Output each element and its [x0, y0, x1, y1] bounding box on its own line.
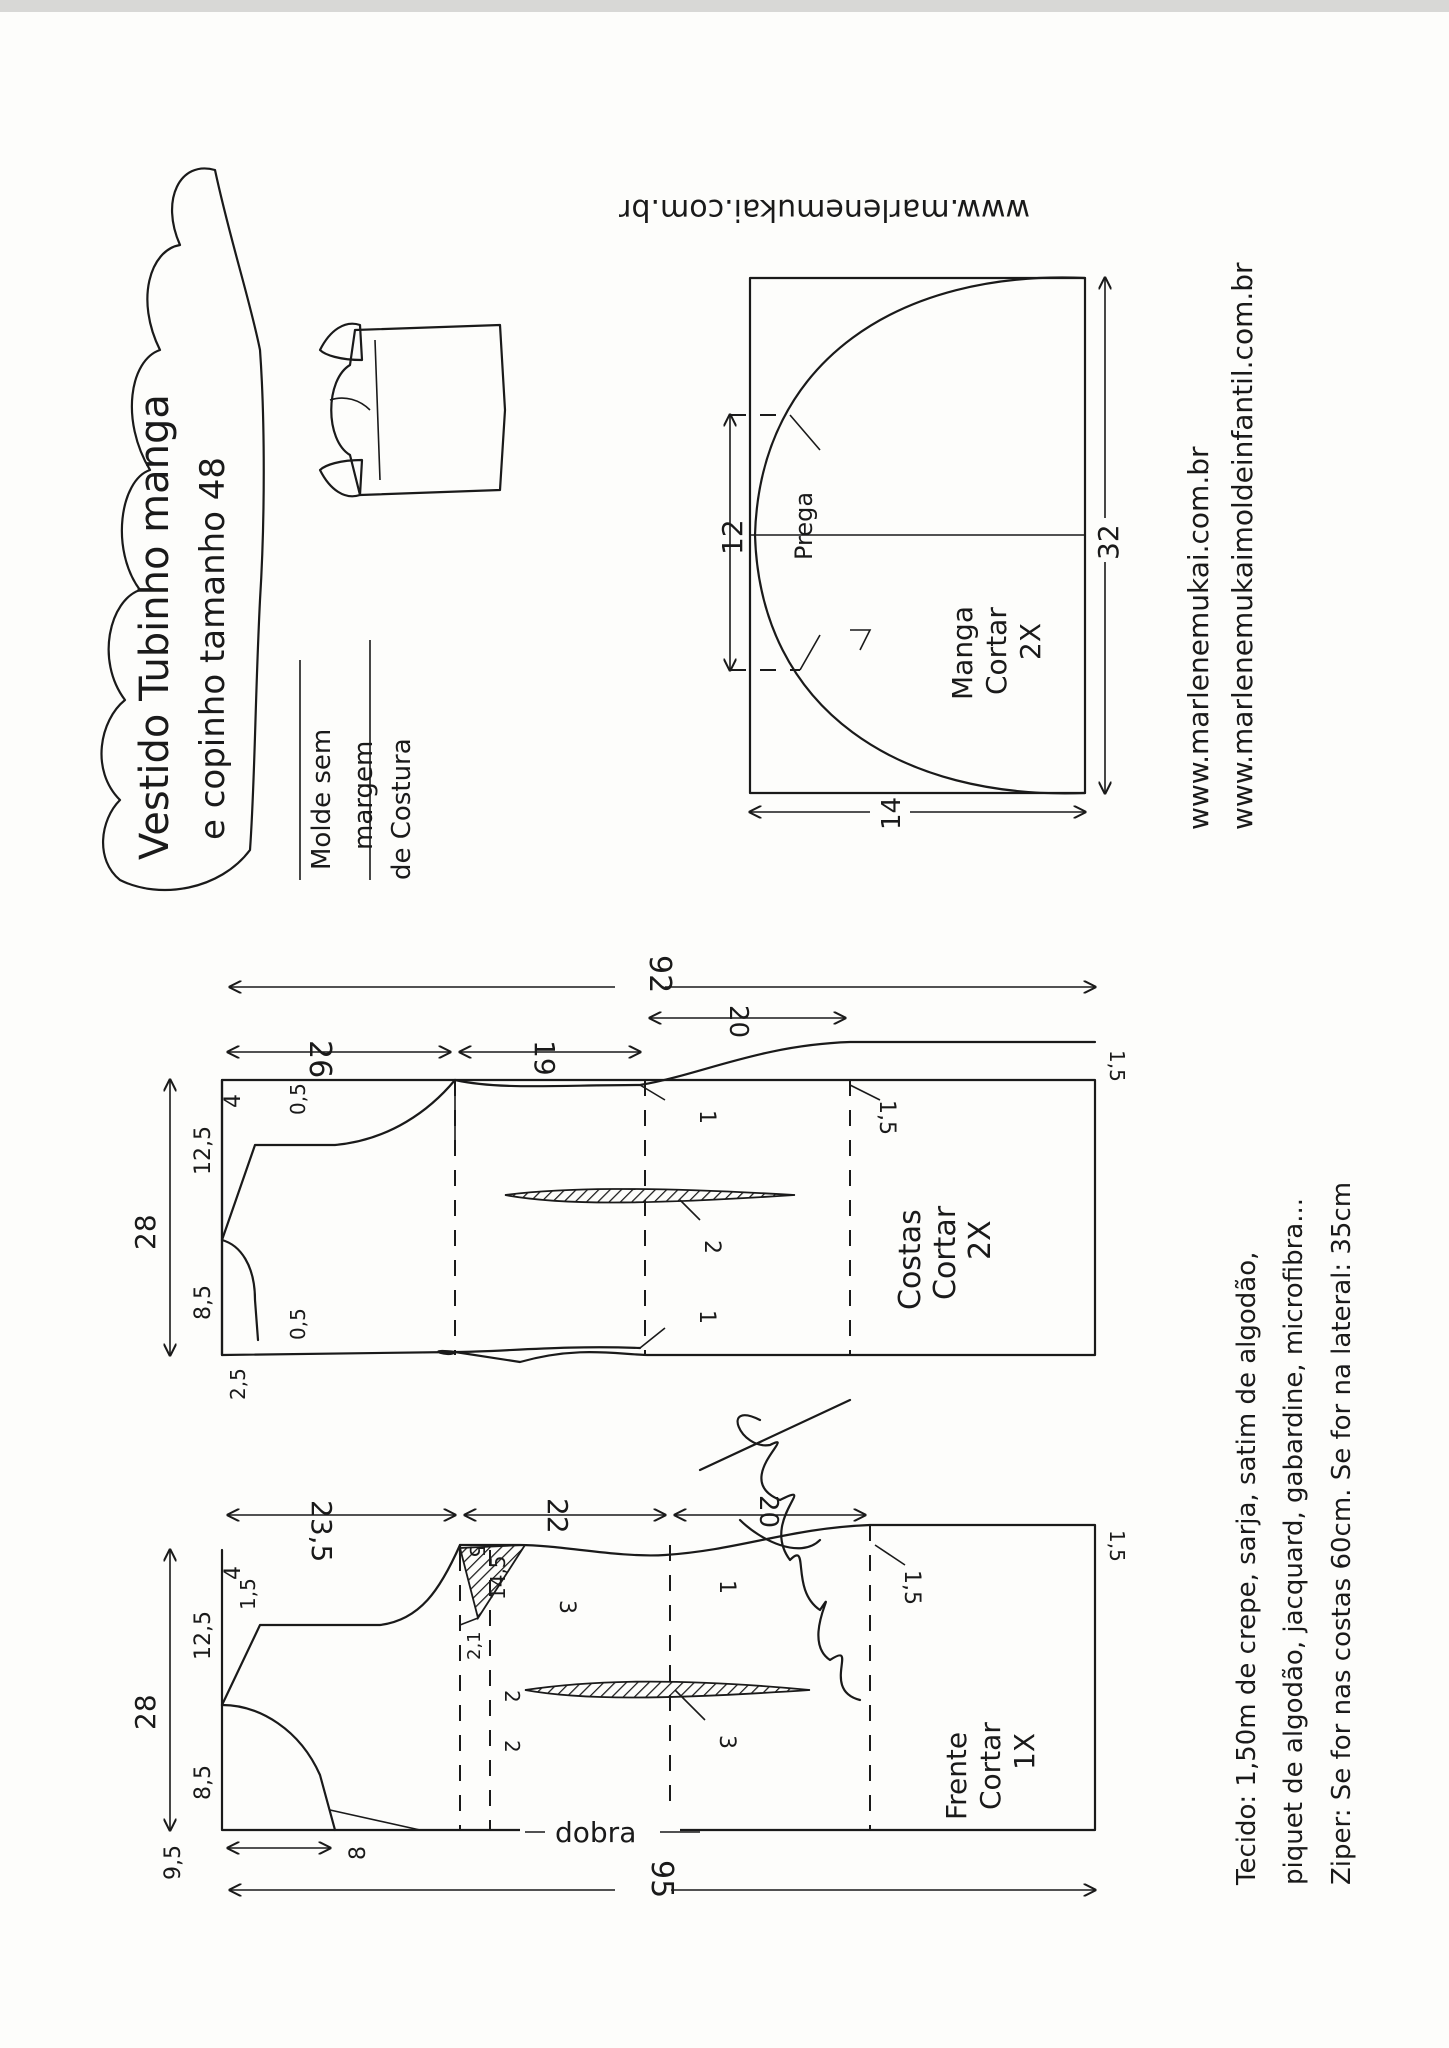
sleeve-label2: Cortar: [980, 607, 1013, 695]
back-dim-total: 92: [642, 955, 677, 994]
back-dim-15a: 1,5: [1105, 1050, 1129, 1082]
front-dim-20: 20: [753, 1495, 783, 1529]
back-dim-28: 28: [129, 1214, 162, 1250]
fabric-line1: Tecido: 1,50m de crepe, sarja, satim de algodão,: [1232, 1251, 1262, 1885]
sleeve-label3: 2X: [1014, 623, 1047, 660]
back-dim-1b: 1: [694, 1310, 719, 1324]
front-dim-21: 2,1: [464, 1631, 485, 1660]
sleeve-pattern: [716, 278, 1125, 830]
front-pattern: [129, 1495, 1129, 1918]
front-label2: Cortar: [974, 1722, 1007, 1810]
back-dim-4: 4: [221, 1094, 246, 1108]
fabric-line3: Ziper: Se for nas costas 60cm. Se for na lateral: 35cm: [1327, 1181, 1357, 1885]
front-dim-2a: 2: [500, 1690, 524, 1703]
front-label1: Frente: [940, 1731, 973, 1820]
back-dim-19: 19: [528, 1040, 561, 1076]
back-label2: Cortar: [928, 1205, 963, 1300]
front-dim-85: 8,5: [191, 1765, 216, 1800]
note-line2: margem: [349, 740, 379, 850]
front-dim-5: 5: [465, 1545, 489, 1558]
top-url: www.marlenemukai.com.br: [619, 192, 1030, 227]
sleeve-label1: Manga: [946, 606, 979, 700]
back-dim-2: 2: [699, 1240, 724, 1254]
front-dim-125: 12,5: [191, 1611, 216, 1660]
front-dim-total: 95: [644, 1860, 679, 1899]
back-dim-15b: 1,5: [874, 1100, 899, 1135]
site-1: www.marlenemukai.com.br: [1182, 446, 1215, 830]
back-dim-20: 20: [723, 1005, 753, 1039]
back-pattern: [129, 955, 1129, 1400]
back-dim-1a: 1: [694, 1110, 719, 1124]
sleeve-dim-height: 12: [716, 519, 749, 555]
title-line1: Vestido Tubinho manga: [132, 394, 178, 860]
back-dim-05b: 0,5: [286, 1308, 310, 1340]
back-dim-26: 26: [302, 1040, 337, 1079]
scan-edge: [0, 0, 1449, 12]
front-dim-1: 1: [714, 1580, 739, 1594]
back-label1: Costas: [893, 1209, 928, 1310]
note-line3: de Costura: [387, 738, 417, 880]
back-dim-85: 8,5: [191, 1285, 216, 1320]
back-label3: 2X: [963, 1220, 998, 1260]
front-dim-95: 9,5: [161, 1845, 186, 1880]
front-dim-15b: 1,5: [899, 1570, 924, 1605]
back-dim-125: 12,5: [191, 1126, 216, 1175]
front-dim-15c: 1,5: [236, 1578, 260, 1610]
front-dim-8: 8: [346, 1846, 371, 1860]
front-label3: 1X: [1008, 1733, 1041, 1770]
site-2: www.marlenemukaimoldeinfantil.com.br: [1226, 262, 1259, 830]
sleeve-dim-length: 32: [1092, 524, 1125, 560]
dress-sketch: [320, 324, 505, 497]
fabric-notes: [1232, 1182, 1357, 1886]
front-dim-235: 23,5: [305, 1500, 338, 1563]
front-dim-28: 28: [129, 1694, 162, 1730]
back-dim-05a: 0,5: [286, 1083, 310, 1115]
fabric-line2: piquet de algodão, jacquard, gabardine, microfibra...: [1279, 1197, 1309, 1885]
front-dim-2b: 2: [500, 1740, 524, 1753]
front-dim-145: 14,5: [486, 1555, 510, 1600]
signature: [700, 1400, 860, 1700]
seam-note: [300, 640, 417, 880]
title-cloud: [101, 168, 263, 890]
front-dobra: dobra: [555, 1816, 637, 1849]
title-line2: e copinho tamanho 48: [193, 456, 233, 840]
front-dim-3b: 3: [714, 1735, 739, 1749]
note-line1: Molde sem: [307, 728, 337, 870]
front-dim-15a: 1,5: [1105, 1530, 1129, 1562]
sleeve-dim-width: 14: [877, 796, 907, 830]
front-dim-22: 22: [541, 1498, 574, 1534]
front-dim-3a: 3: [554, 1600, 579, 1614]
front-dim-4: 4: [221, 1566, 246, 1580]
back-dim-25: 2,5: [226, 1368, 250, 1400]
sleeve-prega: Prega: [790, 491, 818, 560]
